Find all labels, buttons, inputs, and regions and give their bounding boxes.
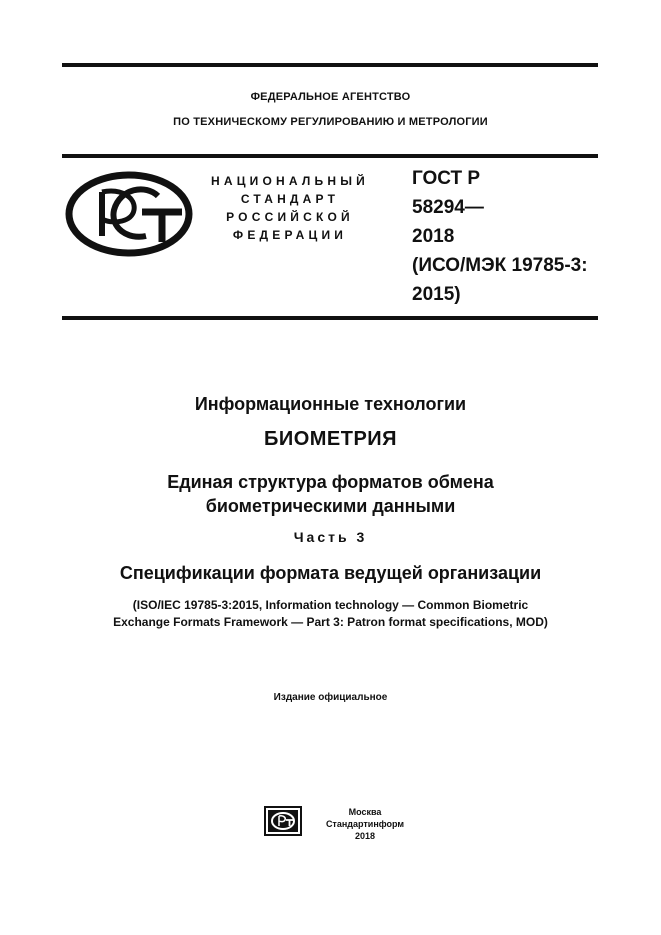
standard-block-divider (62, 316, 598, 320)
international-line-1: (ISO/IEC 19785-3:2015, Information technology — Common Biometric (132, 598, 529, 612)
gost-line-4: (ИСО/МЭК 19785-3: (412, 255, 588, 276)
national-line-1: НАЦИОНАЛЬНЫЙ (210, 174, 370, 188)
publisher-year: 2018 (354, 831, 376, 841)
publisher-info (300, 806, 430, 842)
subtitle-line-1: Единая структура форматов обмена (167, 472, 494, 492)
publisher-name: Стандартинформ (325, 819, 405, 829)
national-standard-label (205, 172, 375, 244)
agency-name-line2: ПО ТЕХНИЧЕСКОМУ РЕГУЛИРОВАНИЮ И МЕТРОЛОГИИ (173, 116, 488, 128)
national-line-2: СТАНДАРТ (240, 192, 340, 206)
gost-line-2: 58294— (412, 197, 484, 218)
international-line-2: Exchange Formats Framework — Part 3: Patron format specifications, MOD) (113, 615, 548, 629)
header-divider (62, 154, 598, 158)
publisher-city: Москва (348, 807, 382, 817)
part-number: Часть 3 (293, 529, 368, 545)
national-line-3: РОССИЙСКОЙ (226, 210, 354, 224)
gost-line-3: 2018 (412, 226, 455, 247)
main-title: БИОМЕТРИЯ (263, 428, 398, 450)
edition-label: Издание официальное (273, 692, 388, 703)
standartinform-logo-icon (264, 806, 302, 836)
subtitle (0, 470, 661, 518)
gost-line-1: ГОСТ Р (412, 168, 481, 189)
rst-emblem-icon (64, 170, 194, 258)
subtitle-line-2: биометрическими данными (205, 496, 456, 516)
category-title: Информационные технологии (194, 394, 467, 414)
international-reference (0, 597, 661, 631)
gost-designation (412, 164, 612, 309)
top-divider (62, 63, 598, 67)
part-title: Спецификации формата ведущей организации (119, 563, 542, 583)
national-line-4: ФЕДЕРАЦИИ (232, 228, 348, 242)
agency-name-line1: ФЕДЕРАЛЬНОЕ АГЕНТСТВО (250, 91, 411, 103)
gost-line-5: 2015) (412, 284, 461, 305)
